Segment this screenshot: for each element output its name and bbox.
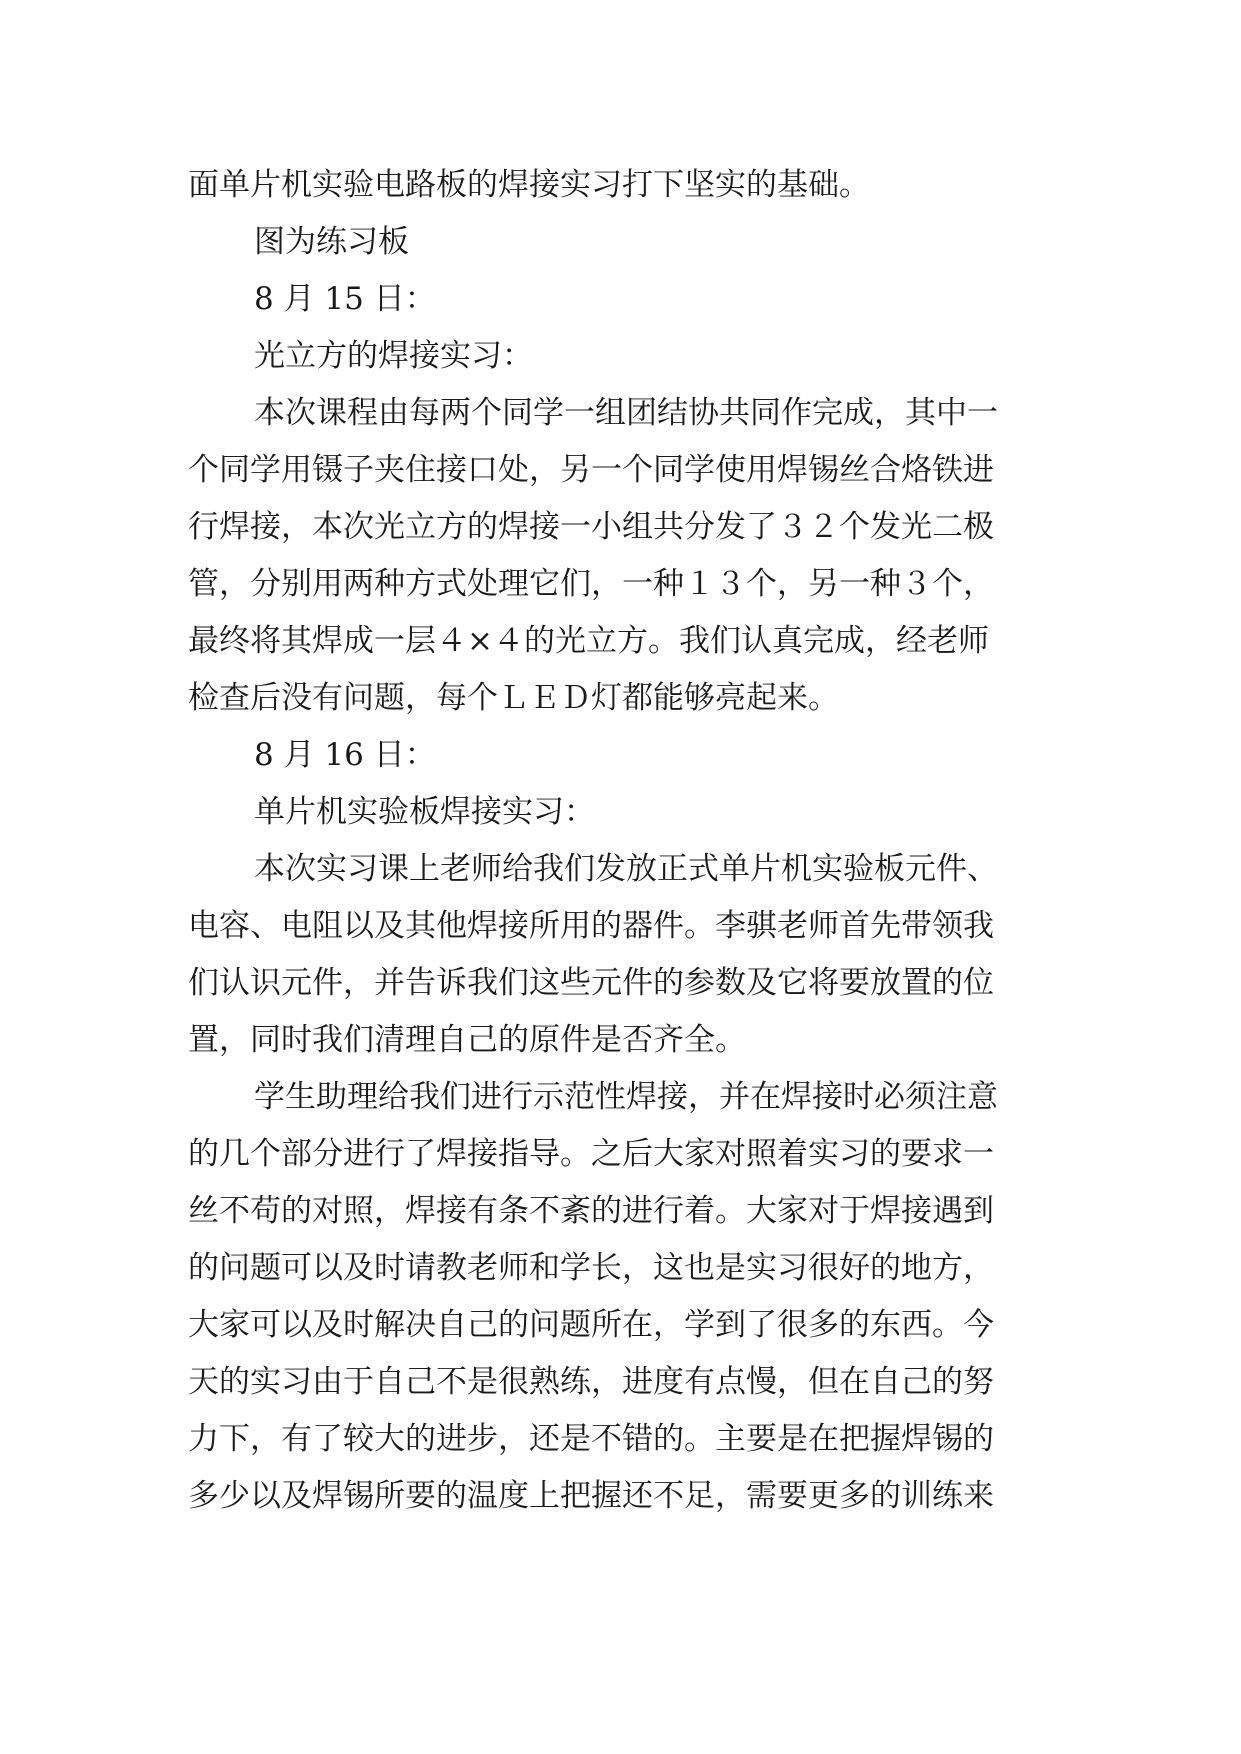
text-line: 电容、电阻以及其他焊接所用的器件。李骐老师首先带领我 — [188, 908, 994, 944]
text-line: 单片机实验板焊接实习： — [254, 794, 595, 830]
text-line: 最终将其焊成一层４×４的光立方。我们认真完成，经老师 — [188, 623, 989, 659]
text-line: 的问题可以及时请教老师和学长，这也是实习很好的地方， — [188, 1250, 994, 1286]
text-line: 们认识元件，并告诉我们这些元件的参数及它将要放置的位 — [188, 965, 994, 1001]
text-line: 行焊接，本次光立方的焊接一小组共分发了３２个发光二极 — [188, 509, 994, 545]
text-line: 管，分别用两种方式处理它们，一种１３个，另一种３个， — [188, 566, 994, 602]
text-line: 的几个部分进行了焊接指导。之后大家对照着实习的要求一 — [188, 1136, 994, 1172]
text-line: 天的实习由于自己不是很熟练，进度有点慢，但在自己的努 — [188, 1364, 994, 1400]
text-line: 8 月 15 日： — [254, 281, 436, 317]
text-line: 力下，有了较大的进步，还是不错的。主要是在把握焊锡的 — [188, 1421, 994, 1457]
text-line: 学生助理给我们进行示范性焊接，并在焊接时必须注意 — [254, 1079, 998, 1115]
text-line: 丝不苟的对照，焊接有条不紊的进行着。大家对于焊接遇到 — [188, 1193, 994, 1229]
text-line: 图为练习板 — [254, 224, 409, 260]
text-line: 大家可以及时解决自己的问题所在，学到了很多的东西。今 — [188, 1307, 994, 1343]
text-line: 本次实习课上老师给我们发放正式单片机实验板元件、 — [254, 851, 998, 887]
text-line: 多少以及焊锡所要的温度上把握还不足，需要更多的训练来 — [188, 1478, 994, 1514]
text-line: 面单片机实验电路板的焊接实习打下坚实的基础。 — [188, 167, 870, 203]
text-line: 个同学用镊子夹住接口处，另一个同学使用焊锡丝合烙铁进 — [188, 452, 994, 488]
text-line: 光立方的焊接实习： — [254, 338, 533, 374]
text-line: 置，同时我们清理自己的原件是否齐全。 — [188, 1022, 746, 1058]
text-line: 本次课程由每两个同学一组团结协共同作完成，其中一 — [254, 395, 998, 431]
text-line: 8 月 16 日： — [254, 737, 436, 773]
text-line: 检查后没有问题，每个ＬＥＤ灯都能够亮起来。 — [188, 680, 839, 716]
